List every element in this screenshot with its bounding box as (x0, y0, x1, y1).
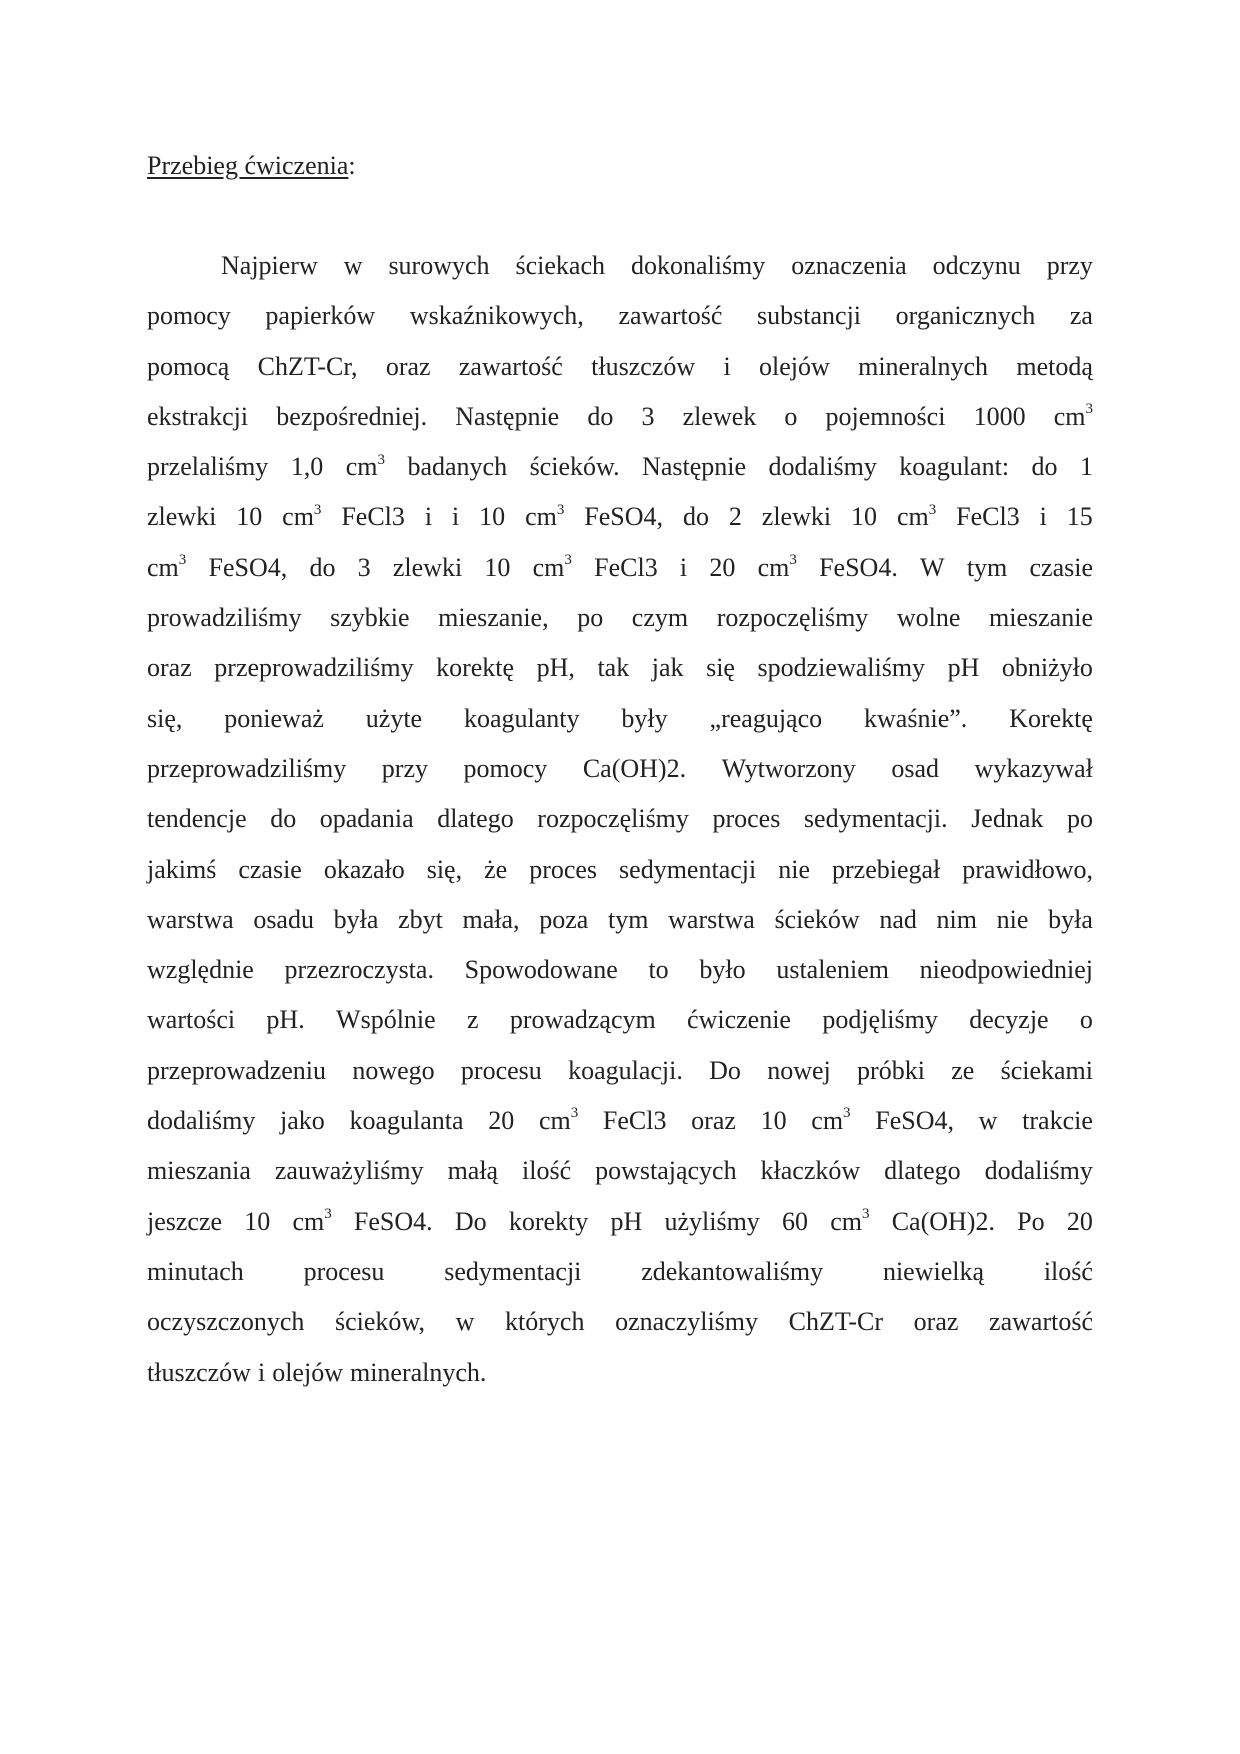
word: olejów (272, 1357, 343, 1387)
word: przy (1046, 251, 1093, 280)
word: przy (381, 753, 428, 783)
word: się (706, 653, 735, 683)
paragraph-line (147, 1202, 1093, 1252)
word: ze (951, 1055, 975, 1085)
word: ściekami (1000, 1055, 1093, 1085)
word: minutach (147, 1256, 244, 1286)
word: zawartość (458, 351, 563, 381)
word: pomocy (147, 301, 231, 331)
word: do (270, 804, 297, 834)
paragraph-line (147, 1302, 1093, 1352)
word: Ca(OH)2. (891, 1206, 995, 1236)
word: powstających (595, 1156, 737, 1186)
word: rozpoczęliśmy (716, 603, 869, 633)
word: pojemności (825, 401, 946, 431)
word: koagulant: (899, 452, 1010, 482)
word: 10 (760, 1106, 787, 1136)
word: 10 (484, 552, 511, 582)
word: tym (966, 552, 1008, 582)
paragraph-line (147, 950, 1093, 1000)
paragraph-line (147, 699, 1093, 749)
word: z (467, 1005, 479, 1035)
word: koagulacji. (568, 1055, 683, 1085)
word: zbyt (398, 904, 443, 934)
word: ścieków, (334, 1307, 425, 1337)
word: zlewek (682, 401, 757, 431)
word: których (505, 1307, 585, 1337)
superscript: 3 (324, 1205, 332, 1222)
word: proces (712, 804, 781, 834)
word: FeSO4, (208, 552, 288, 582)
word: czasie (238, 854, 302, 884)
word: zdekantowaliśmy (641, 1256, 824, 1286)
word: pH, (536, 653, 575, 683)
word: mineralnych (858, 351, 989, 381)
word: 60 (782, 1206, 809, 1236)
word: Wspólnie (336, 1005, 436, 1035)
word: przezroczysta. (284, 955, 434, 985)
word: jakimś (147, 854, 217, 884)
word: i (679, 552, 688, 582)
word: Następnie (642, 452, 747, 482)
paragraph-line (147, 648, 1093, 698)
word: dlatego (437, 804, 514, 834)
body-paragraph (147, 246, 1093, 1403)
word: 3 (641, 401, 655, 431)
word: nim (936, 904, 977, 934)
word: oraz (147, 653, 192, 683)
superscript: 3 (564, 552, 572, 569)
word: surowych (388, 251, 490, 280)
word: FeCl3 (956, 502, 1020, 532)
word: $cm^3$ (830, 1205, 870, 1236)
word: 1 (1080, 452, 1093, 482)
word: Najpierw (221, 251, 318, 280)
word: mała, (462, 904, 520, 934)
paragraph-line (147, 1101, 1093, 1151)
word: Ca(OH)2. (582, 753, 687, 783)
word: pomocą (147, 351, 230, 381)
word: okazało (323, 854, 405, 884)
word: ChZT-Cr, (257, 351, 358, 381)
word: Do (709, 1055, 741, 1085)
word: spodziewaliśmy (757, 653, 926, 683)
paragraph-line (147, 397, 1093, 447)
word: „reagująco (709, 703, 823, 733)
word: czym (631, 603, 689, 633)
word: metodą (1016, 351, 1093, 381)
word: kwaśnie”. (864, 703, 968, 733)
word: FeSO4, (875, 1106, 954, 1136)
word: była (333, 904, 379, 934)
word: sedymentacji. (803, 804, 948, 834)
word: mineralnych. (349, 1357, 487, 1387)
word: $cm^3$ (292, 1205, 332, 1236)
word: oraz (385, 351, 431, 381)
word: przeprowadziliśmy (147, 753, 347, 783)
word: oznaczenia (791, 251, 907, 280)
word: podjęliśmy (822, 1005, 938, 1035)
superscript: 3 (861, 1205, 870, 1222)
word: $cm^3$ (1053, 401, 1093, 431)
word: przeprowadzeniu (147, 1055, 327, 1085)
word: była (1048, 904, 1093, 934)
paragraph-line (147, 1051, 1093, 1101)
word: w (455, 1307, 475, 1337)
word: małą (447, 1156, 499, 1186)
paragraph-line (147, 749, 1093, 799)
word: FeSO4. (819, 552, 898, 582)
paragraph-line (147, 296, 1093, 346)
word: kłaczków (760, 1156, 861, 1186)
word: Wytworzony (721, 753, 856, 783)
word: odczynu (932, 251, 1021, 280)
word: tłuszczów (591, 351, 696, 381)
word: tym (608, 904, 649, 934)
word: do (682, 502, 709, 532)
word: nieodpowiedniej (919, 955, 1093, 985)
superscript: 3 (789, 552, 797, 569)
section-heading-text: Przebieg ćwiczenia (147, 151, 349, 180)
word: Spowodowane (464, 955, 618, 985)
word: mieszanie (989, 603, 1093, 633)
word: pH (947, 653, 980, 683)
word: dokonaliśmy (630, 251, 766, 280)
word: były (621, 703, 668, 733)
word: za (1069, 301, 1093, 331)
word: się, (426, 854, 463, 884)
word: zauważyliśmy (274, 1156, 424, 1186)
word: FeCl3 (594, 552, 658, 582)
word: że (484, 854, 508, 884)
word: 10 (236, 502, 263, 532)
superscript: 3 (556, 501, 565, 518)
paragraph-line (147, 347, 1093, 397)
paragraph-line (147, 497, 1093, 547)
word: ustaleniem (776, 955, 889, 985)
word: użyliśmy (664, 1206, 760, 1236)
word: ćwiczenie (687, 1005, 791, 1035)
word: ilość (522, 1156, 572, 1186)
word: 20 (709, 552, 736, 582)
word: w (978, 1106, 998, 1136)
word: i (723, 351, 731, 381)
word: jeszcze (147, 1206, 223, 1236)
superscript: 3 (843, 1105, 851, 1122)
word: mieszania (147, 1156, 251, 1186)
paragraph-line (147, 447, 1093, 497)
word: FeCl3 (341, 502, 405, 532)
word: rozpoczęliśmy (537, 804, 689, 834)
word: ponieważ (224, 703, 324, 733)
word: Jednak (971, 804, 1044, 834)
word: po (1066, 804, 1093, 834)
word: nie (996, 904, 1029, 934)
word: pH. (266, 1005, 305, 1035)
word: wartości (147, 1005, 236, 1035)
paragraph-line (147, 900, 1093, 950)
word: przeprowadziliśmy (214, 653, 414, 683)
word: Korektę (1009, 703, 1093, 733)
word: to (648, 955, 669, 985)
word: 10 (851, 502, 878, 532)
word: 10 (479, 502, 506, 532)
word: dlatego (884, 1156, 961, 1186)
superscript: 3 (313, 501, 322, 518)
word: nad (879, 904, 917, 934)
word: oznaczyliśmy (615, 1307, 759, 1337)
word: niewielką (882, 1256, 985, 1286)
paragraph-line (147, 598, 1093, 648)
paragraph-line (147, 1000, 1093, 1050)
word: oraz (691, 1106, 736, 1136)
word: $cm^3$ (538, 1105, 579, 1136)
word: FeSO4, (584, 502, 664, 532)
word: pH (610, 1206, 643, 1236)
word: korekty (508, 1206, 589, 1236)
word: $cm^3$ (147, 552, 187, 582)
superscript: 3 (178, 552, 187, 569)
word: 3 (357, 552, 371, 582)
word: względnie (147, 955, 254, 985)
word: koagulanta (349, 1106, 464, 1136)
word: FeSO4. (353, 1206, 433, 1236)
word: sedymentacji (619, 854, 757, 884)
superscript: 3 (570, 1105, 579, 1122)
word: bezpośredniej. (276, 401, 428, 431)
word: nowego (352, 1055, 435, 1085)
word: ekstrakcji (147, 401, 249, 431)
word: procesu (460, 1055, 542, 1085)
word: po (577, 603, 604, 633)
section-heading-colon: : (348, 151, 356, 180)
word: nowej (767, 1055, 831, 1085)
word: procesu (303, 1256, 385, 1286)
word: dodaliśmy (147, 1106, 256, 1136)
word: oczyszczonych (147, 1307, 305, 1337)
word: warstwa (147, 904, 234, 934)
word: koagulanty (464, 703, 580, 733)
word: tak (597, 653, 630, 683)
word: wskaźnikowych, (409, 301, 584, 331)
paragraph-line (147, 1252, 1093, 1302)
word: zawartość (989, 1307, 1093, 1337)
word: czasie (1029, 552, 1093, 582)
word: decyzje (969, 1005, 1049, 1035)
paragraph-line (147, 1151, 1093, 1201)
word: użyte (365, 703, 423, 733)
word: 2 (728, 502, 742, 532)
word: prowadzącym (509, 1005, 656, 1035)
word: badanych (407, 452, 508, 482)
word: oraz (913, 1307, 959, 1337)
word: osadu (253, 904, 314, 934)
word: sedymentacji (444, 1256, 582, 1286)
word: i (257, 1357, 266, 1387)
word: dodaliśmy (984, 1156, 1093, 1186)
word: wykazywał (974, 753, 1093, 783)
word: osad (891, 753, 940, 783)
word: $cm^3$ (532, 552, 572, 582)
word: wolne (896, 603, 961, 633)
word: prowadziliśmy (147, 603, 302, 633)
word: do (1031, 452, 1058, 482)
word: Następnie (455, 401, 560, 431)
superscript: 3 (1085, 401, 1093, 418)
word: Po (1017, 1206, 1045, 1236)
word: organicznych (895, 301, 1036, 331)
paragraph-line (147, 799, 1093, 849)
word: ścieków. (529, 452, 620, 482)
word: zlewki (761, 502, 832, 532)
word: Do (454, 1206, 487, 1236)
word: $cm^3$ (345, 451, 385, 482)
word: FeCl3 (602, 1106, 667, 1136)
word: $cm^3$ (282, 501, 322, 532)
word: $cm^3$ (757, 552, 797, 582)
word: dodaliśmy (768, 452, 877, 482)
word: tendencje (147, 804, 247, 834)
word: w (343, 251, 363, 280)
paragraph-line (147, 1353, 1093, 1403)
word: szybkie (330, 603, 410, 633)
word: $cm^3$ (525, 501, 565, 532)
word: i (1039, 502, 1047, 532)
word: o (1079, 1005, 1093, 1035)
word: obniżyło (1001, 653, 1093, 683)
word: $cm^3$ (811, 1105, 851, 1136)
word: warstwa (668, 904, 755, 934)
word: przebiegał (832, 854, 941, 884)
word: korektę (436, 653, 515, 683)
word: o (784, 401, 798, 431)
word: tłuszczów (147, 1357, 251, 1387)
superscript: 3 (377, 451, 385, 468)
word: 20 (488, 1106, 515, 1136)
word: mieszanie, (438, 603, 549, 633)
word: pomocy (463, 753, 548, 783)
word: ściekach (515, 251, 605, 280)
word: 15 (1066, 502, 1093, 532)
word: do (309, 552, 336, 582)
word: papierków (265, 301, 376, 331)
word: olejów (759, 351, 830, 381)
word: opadania (319, 804, 414, 834)
word: 1,0 (290, 452, 324, 482)
paragraph-line (147, 850, 1093, 900)
word: ChZT-Cr (788, 1307, 884, 1337)
word: prawidłowo, (962, 854, 1093, 884)
word: proces (529, 854, 598, 884)
word: $cm^3$ (896, 501, 937, 532)
word: zlewki (392, 552, 463, 582)
word: było (699, 955, 746, 985)
word: próbki (857, 1055, 925, 1085)
paragraph-line (147, 246, 1093, 296)
word: nie (778, 854, 810, 884)
word: się, (147, 703, 183, 733)
word: do (587, 401, 614, 431)
word: i (452, 502, 460, 532)
word: zawartość (618, 301, 723, 331)
word: zlewki (147, 502, 217, 532)
word: W (920, 552, 945, 582)
word: jak (651, 653, 684, 683)
word: ścieków (774, 904, 860, 934)
section-heading (147, 146, 356, 186)
word: 1000 (973, 401, 1026, 431)
word: trakcie (1022, 1106, 1093, 1136)
word: 20 (1066, 1206, 1093, 1236)
superscript: 3 (928, 501, 937, 518)
word: 10 (244, 1206, 271, 1236)
word: substancji (757, 301, 862, 331)
word: i (424, 502, 433, 532)
word: ilość (1043, 1256, 1093, 1286)
word: poza (539, 904, 589, 934)
word: jako (280, 1106, 325, 1136)
word: przelaliśmy (147, 452, 269, 482)
paragraph-line (147, 548, 1093, 598)
